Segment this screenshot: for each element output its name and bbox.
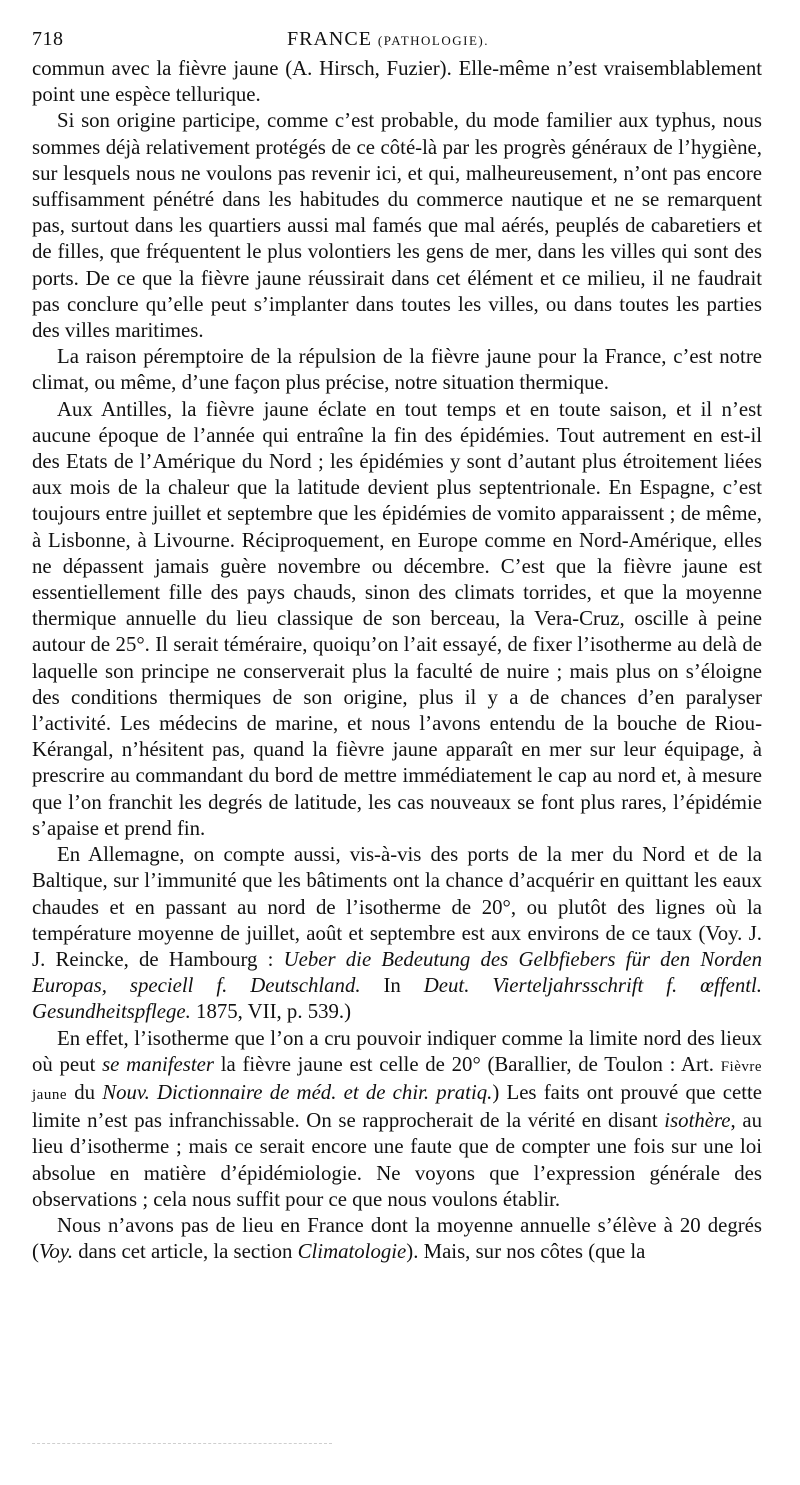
emphasis-se-manifester: se manifester xyxy=(102,1052,214,1076)
paragraph-6-text-d: ) Les faits ont prouvé que cette limite n’est pas infranchissable. On se rapprocherait de la vérité en disant xyxy=(32,1080,762,1133)
paragraph-6-text-b: la fièvre jaune est celle de 20° (Barallier, de Toulon : Art. xyxy=(213,1052,721,1076)
paragraph-6-text-c: du xyxy=(66,1080,103,1104)
paragraph-5-in: In xyxy=(360,974,424,998)
page xyxy=(32,28,762,1265)
paragraph-1: commun avec la fièvre jaune (A. Hirsch, Fuzier). Elle-même n’est vraisemblablement point une espèce tellurique. xyxy=(32,57,762,107)
paragraph-6-text-e: , au lieu d’isotherme ; mais ce serait encore une faute que de compter une fois sur une loi absolue en matière d’épidémiologie. Ne voyons que l’expression générale des observations ; cela nous suffit pour ce que nous voulons établir. xyxy=(32,1109,762,1211)
bleed-through-rule xyxy=(32,1443,332,1444)
running-title-section: (PATHOLOGIE). xyxy=(377,33,490,48)
emphasis-isothere: isothère xyxy=(664,1109,731,1133)
cited-work-title: Ueber die Bedeutung des Gelbfiebers für den Norden Europas, speciell f. Deutschland. xyxy=(32,947,762,998)
running-head xyxy=(32,28,762,56)
article-body xyxy=(32,56,762,1265)
emphasis-voy: Voy. xyxy=(38,1240,74,1264)
paragraph-5 xyxy=(32,842,762,1025)
paragraph-7-text-b: dans cet article, la section xyxy=(73,1240,298,1264)
section-reference-climatologie: Climatologie xyxy=(297,1240,407,1264)
paragraph-6 xyxy=(32,1026,762,1213)
page-number: 718 xyxy=(32,28,64,50)
cited-journal-title: Deut. Vierteljahrsschrift f. œffentl. Gesundheitspflege. xyxy=(32,974,762,1024)
paragraph-5-text: En Allemagne, on compte aussi, vis-à-vis des ports de la mer du Nord et de la Baltique, sur l’immunité que les bâtiments ont la chance d’acquérir en quittant les eaux chaudes et en passant au nord de l’isotherme de 20°, ou plutôt des lignes où la température moyenne de juillet, août et septembre est aux environs de ce taux (Voy. J. J. Reincke, de Hambourg : xyxy=(32,843,762,971)
paragraph-6-text-a: En effet, l’isotherme que l’on a cru pouvoir indiquer comme la limite nord des lieux où peut xyxy=(32,1026,762,1076)
running-title xyxy=(287,28,489,51)
paragraph-7 xyxy=(32,1213,762,1265)
small-caps-article-name: Fièvre jaune xyxy=(32,1058,763,1103)
cited-dictionary-title: Nouv. Dictionnaire de méd. et de chir. pratiq. xyxy=(102,1080,493,1104)
paragraph-4: Aux Antilles, la fièvre jaune éclate en tout temps et en toute saison, et il n’est aucune époque de l’année qui entraîne la fin des épidémies. Tout autrement en est-il des Etats de l’Amérique du Nord ; les épidémies y sont d’autant plus étroitement liées aux mois de la chaleur que la latitude devient plus septentrionale. En Espagne, c’est toujours entre juillet et septembre que les épidémies de vomito apparaissent ; de même, à Lisbonne, à Livourne. Réciproquement, en Europe comme en Nord-Amérique, elles ne dépassent jamais guère novembre ou décembre. C’est que la fièvre jaune est essentiellement fille des pays chauds, sinon des climats torrides, et que la moyenne thermique annuelle du lieu classique de son berceau, la Vera-Cruz, oscille à peine autour de 25°. Il serait téméraire, quoiqu’on l’ait essayé, de fixer l’isotherme au delà de laquelle son principe ne conserverait plus la faculté de nuire ; mais plus on s’éloigne des conditions thermiques de son origine, plus il y a de chances d’en paralyser l’activité. Les médecins de marine, et nous l’avons entendu de la bouche de Riou-Kérangal, n’hésitent pas, quand la fièvre jaune apparaît en mer sur leur équipage, à prescrire au commandant du bord de mettre immédiatement le cap au nord et, à mesure que l’on franchit les degrés de latitude, les cas nouveaux se font plus rares, l’épidémie s’apaise et prend fin. xyxy=(32,397,762,840)
paragraph-7-text-a: Nous n’avons pas de lieu en France dont la moyenne annuelle s’élève à 20 degrés ( xyxy=(32,1213,762,1264)
citation-reference: 1875, VII, p. 539.) xyxy=(190,1000,352,1024)
paragraph-2: Si son origine participe, comme c’est probable, du mode familier aux typhus, nous sommes déjà relativement protégés de ce côté-là par les progrès généraux de l’hygiène, sur lesquels nous ne voulons pas revenir ici, et qui, malheureusement, n’ont pas encore suffisamment pénétré dans les habitudes du commerce nautique et ne se remarquent pas, surtout dans les quartiers aussi mal famés que mal aérés, peuplés de cabaretiers et de filles, que fréquentent le plus volontiers les gens de mer, dans les villes qui sont des ports. De ce que la fièvre jaune réussirait dans cet élément et ce milieu, il ne faudrait pas conclure qu’elle peut s’implanter dans toutes les villes, ou dans toutes les parties des villes maritimes. xyxy=(32,109,762,343)
paragraph-7-text-c: ). Mais, sur nos côtes (que la xyxy=(406,1240,646,1264)
paragraph-3: La raison péremptoire de la répulsion de la fièvre jaune pour la France, c’est notre climat, ou même, d’une façon plus précise, notre situation thermique. xyxy=(32,345,762,395)
running-title-main: FRANCE xyxy=(287,28,372,50)
